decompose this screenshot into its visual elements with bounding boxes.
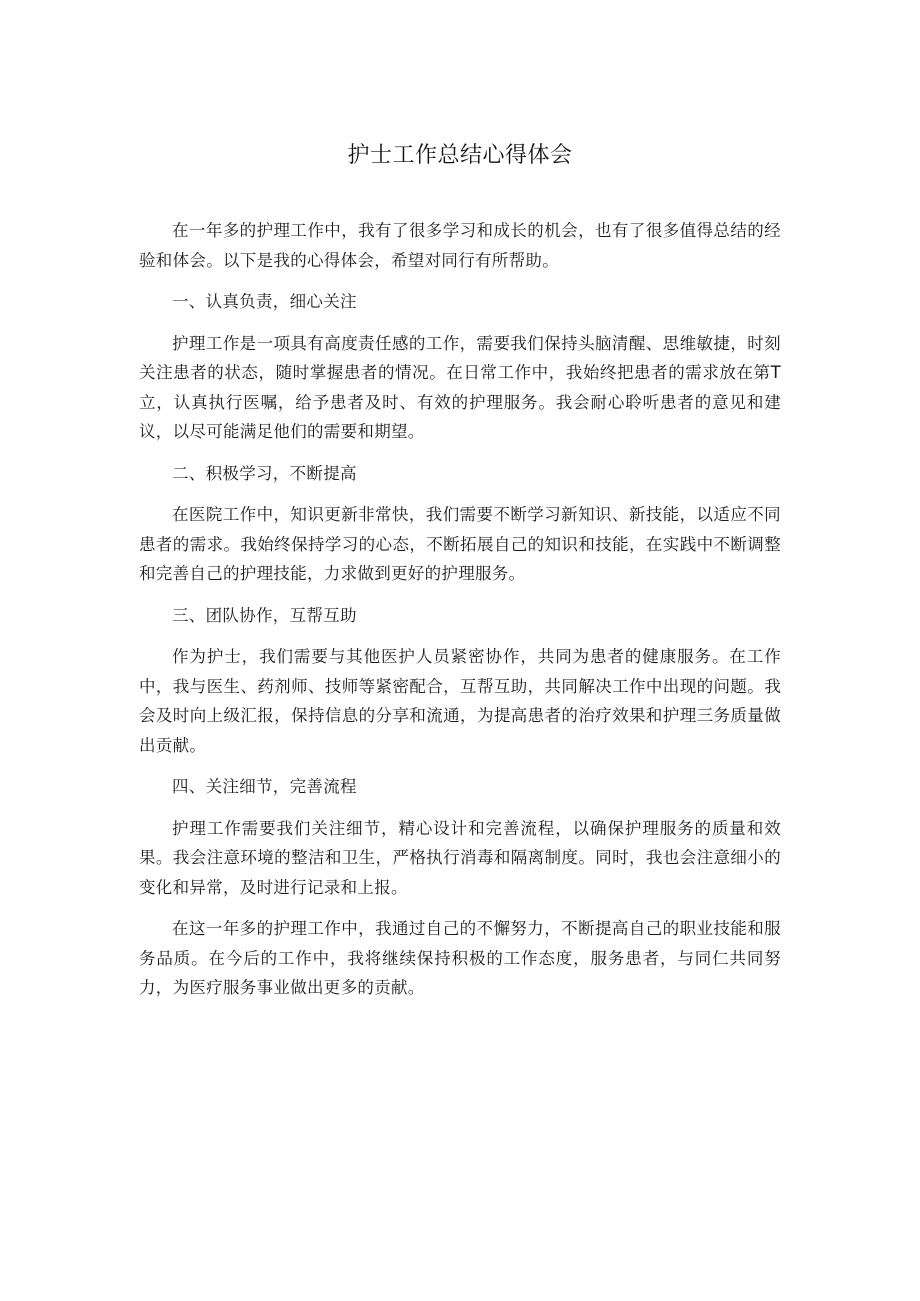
section-heading-4: 四、关注细节，完善流程	[172, 777, 357, 796]
section-heading-1: 一、认真负责，细心关注	[172, 292, 357, 311]
page-title: 护士工作总结心得体会	[347, 143, 573, 168]
document-body	[139, 216, 781, 1015]
section-paragraph-3: 作为护士，我们需要与其他医护人员紧密协作，共同为患者的健康服务。在工作中，我与医生、药剂师、技师等紧密配合，互帮互助，共同解决工作中出现的问题。我会及时向上级汇报，保持信息的分享和流通，为提高患者的治疗效果和护理三务质量做出贡献。	[139, 647, 781, 755]
section-paragraph-1: 护理工作是一项具有高度责任感的工作，需要我们保持头脑清醒、思维敏捷，时刻关注患者的状态，随时掌握患者的情况。在日常工作中，我始终把患者的需求放在第T立，认真执行医嘱，给予患者及时、有效的护理服务。我会耐心聆听患者的意见和建议，以尽可能满足他们的需要和期望。	[139, 333, 781, 441]
intro-paragraph: 在一年多的护理工作中，我有了很多学习和成长的机会，也有了很多值得总结的经验和体会。以下是我的心得体会，希望对同行有所帮助。	[139, 221, 781, 270]
section-paragraph-4: 护理工作需要我们关注细节，精心设计和完善流程，以确保护理服务的质量和效果。我会注意环境的整洁和卫生，严格执行消毒和隔离制度。同时，我也会注意细小的变化和异常，及时进行记录和上报。	[139, 818, 781, 897]
conclusion-paragraph: 在这一年多的护理工作中，我通过自己的不懈努力，不断提高自己的职业技能和服务品质。在今后的工作中，我将继续保持积极的工作态度，服务患者，与同仁共同努力，为医疗服务事业做出更多的贡献。	[139, 919, 781, 997]
section-heading-3: 三、团队协作，互帮互助	[172, 605, 357, 625]
section-heading-2: 二、积极学习，不断提高	[172, 463, 357, 483]
section-paragraph-2: 在医院工作中，知识更新非常快，我们需要不断学习新知识、新技能，以适应不同患者的需求。我始终保持学习的心态，不断拓展自己的知识和技能，在实践中不断调整和完善自己的护理技能，力求做到更好的护理服务。	[139, 505, 781, 583]
